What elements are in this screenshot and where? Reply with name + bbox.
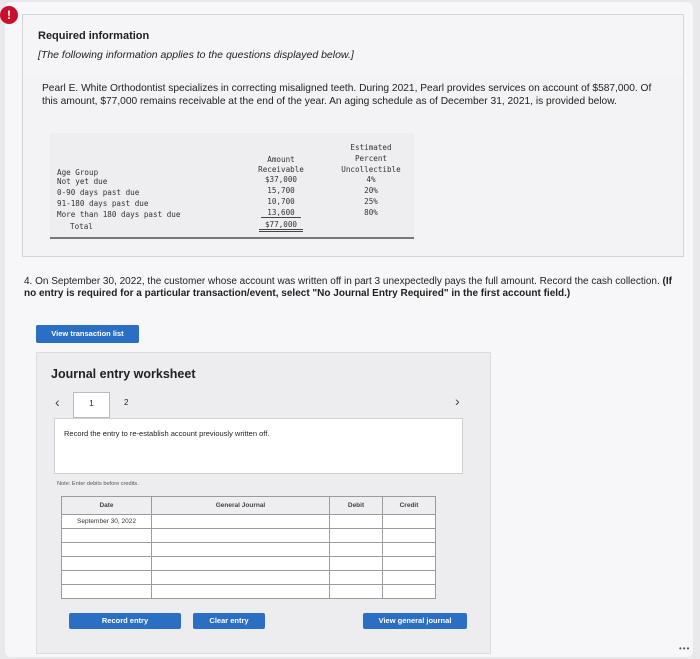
table-row bbox=[62, 515, 436, 529]
date-cell[interactable]: September 30, 2022 bbox=[62, 515, 152, 529]
chevron-left-icon[interactable]: ‹ bbox=[55, 394, 60, 410]
credit-cell[interactable] bbox=[383, 571, 436, 585]
date-cell[interactable] bbox=[62, 529, 152, 543]
row-amount: 15,700 bbox=[267, 186, 295, 195]
row-group: More than 180 days past due bbox=[57, 210, 181, 219]
record-entry-button[interactable]: Record entry bbox=[69, 613, 181, 629]
age-group-header: Age Group bbox=[57, 168, 99, 177]
more-icon[interactable]: ••• bbox=[679, 644, 691, 653]
debit-cell[interactable] bbox=[330, 515, 383, 529]
row-group: 0-90 days past due bbox=[57, 188, 140, 197]
row-amount: 10,700 bbox=[267, 197, 295, 206]
tab-1[interactable]: 1 bbox=[73, 392, 110, 418]
instruction-text: Record the entry to re-establish account previously written off. bbox=[64, 429, 270, 438]
table-row bbox=[62, 543, 436, 557]
date-column-header: Date bbox=[62, 497, 152, 515]
account-cell[interactable] bbox=[152, 585, 330, 599]
account-cell[interactable] bbox=[152, 557, 330, 571]
table-row bbox=[62, 557, 436, 571]
total-label: Total bbox=[70, 222, 93, 231]
worksheet-title: Journal entry worksheet bbox=[51, 367, 196, 381]
journal-table bbox=[61, 496, 436, 599]
row-pct: 25% bbox=[364, 197, 378, 206]
credit-cell[interactable] bbox=[383, 543, 436, 557]
required-info-title: Required information bbox=[38, 30, 150, 42]
account-cell[interactable] bbox=[152, 543, 330, 557]
question-instruction: (If no entry is required for a particular transaction/event, select "No Journal Entry Required" in the first account field.) bbox=[24, 276, 672, 299]
credit-cell[interactable] bbox=[383, 529, 436, 543]
table-row bbox=[62, 585, 436, 599]
required-info-subtitle: [The following information applies to the questions displayed below.] bbox=[38, 49, 354, 61]
date-cell[interactable] bbox=[62, 543, 152, 557]
debit-cell[interactable] bbox=[330, 543, 383, 557]
table-row bbox=[62, 529, 436, 543]
credit-cell[interactable] bbox=[383, 515, 436, 529]
row-amount: $37,000 bbox=[264, 175, 297, 184]
amount-header-line2: Receivable bbox=[258, 165, 304, 174]
amount-header-line1: Amount bbox=[267, 155, 295, 164]
debit-cell[interactable] bbox=[330, 557, 383, 571]
account-cell[interactable] bbox=[152, 529, 330, 543]
row-pct: 20% bbox=[364, 186, 378, 195]
view-general-journal-button[interactable]: View general journal bbox=[363, 613, 467, 629]
date-cell[interactable] bbox=[62, 557, 152, 571]
debit-column-header: Debit bbox=[330, 497, 383, 515]
alert-icon: ! bbox=[0, 6, 18, 24]
row-group: 91-180 days past due bbox=[57, 199, 149, 208]
debit-cell[interactable] bbox=[330, 529, 383, 543]
scenario-text: Pearl E. White Orthodontist specializes in correcting misaligned teeth. During 2021, Pearl provides services on account of $587,000. Of this amount, $77,000 remains receivable at the end of the year. An aging schedule as of December 31, 2021, is provided below. bbox=[42, 83, 652, 107]
chevron-right-icon[interactable]: › bbox=[455, 393, 460, 409]
account-cell[interactable] bbox=[152, 571, 330, 585]
tab-2[interactable]: 2 bbox=[124, 398, 129, 407]
row-pct: 4% bbox=[366, 175, 376, 184]
view-transaction-list-button[interactable]: View transaction list bbox=[36, 325, 139, 343]
instruction-box bbox=[54, 418, 463, 474]
general-journal-column-header: General Journal bbox=[152, 497, 330, 515]
pct-header-line2: Percent bbox=[354, 154, 387, 163]
account-cell[interactable] bbox=[152, 515, 330, 529]
debit-cell[interactable] bbox=[330, 585, 383, 599]
debit-cell[interactable] bbox=[330, 571, 383, 585]
date-cell[interactable] bbox=[62, 571, 152, 585]
aging-schedule bbox=[50, 133, 414, 239]
question-text: 4. On September 30, 2022, the customer whose account was written off in part 3 unexpectedly pays the full amount. Record the cash collection. (If no entry is required for a particular transaction/event, select "No Journal Entry Required" in the first account field.) bbox=[24, 276, 672, 299]
row-pct: 80% bbox=[364, 208, 378, 217]
pct-header-line1: Estimated bbox=[350, 143, 392, 152]
date-cell[interactable] bbox=[62, 585, 152, 599]
row-amount: 13,600 bbox=[261, 208, 301, 218]
total-amount: $77,000 bbox=[259, 220, 303, 232]
credit-column-header: Credit bbox=[383, 497, 436, 515]
table-row bbox=[62, 571, 436, 585]
note-text: Note: Enter debits before credits. bbox=[57, 481, 139, 487]
required-info-header bbox=[22, 14, 684, 78]
pct-header-line3: Uncollectible bbox=[341, 165, 401, 174]
credit-cell[interactable] bbox=[383, 557, 436, 571]
credit-cell[interactable] bbox=[383, 585, 436, 599]
row-group: Not yet due bbox=[57, 177, 108, 186]
clear-entry-button[interactable]: Clear entry bbox=[193, 613, 265, 629]
